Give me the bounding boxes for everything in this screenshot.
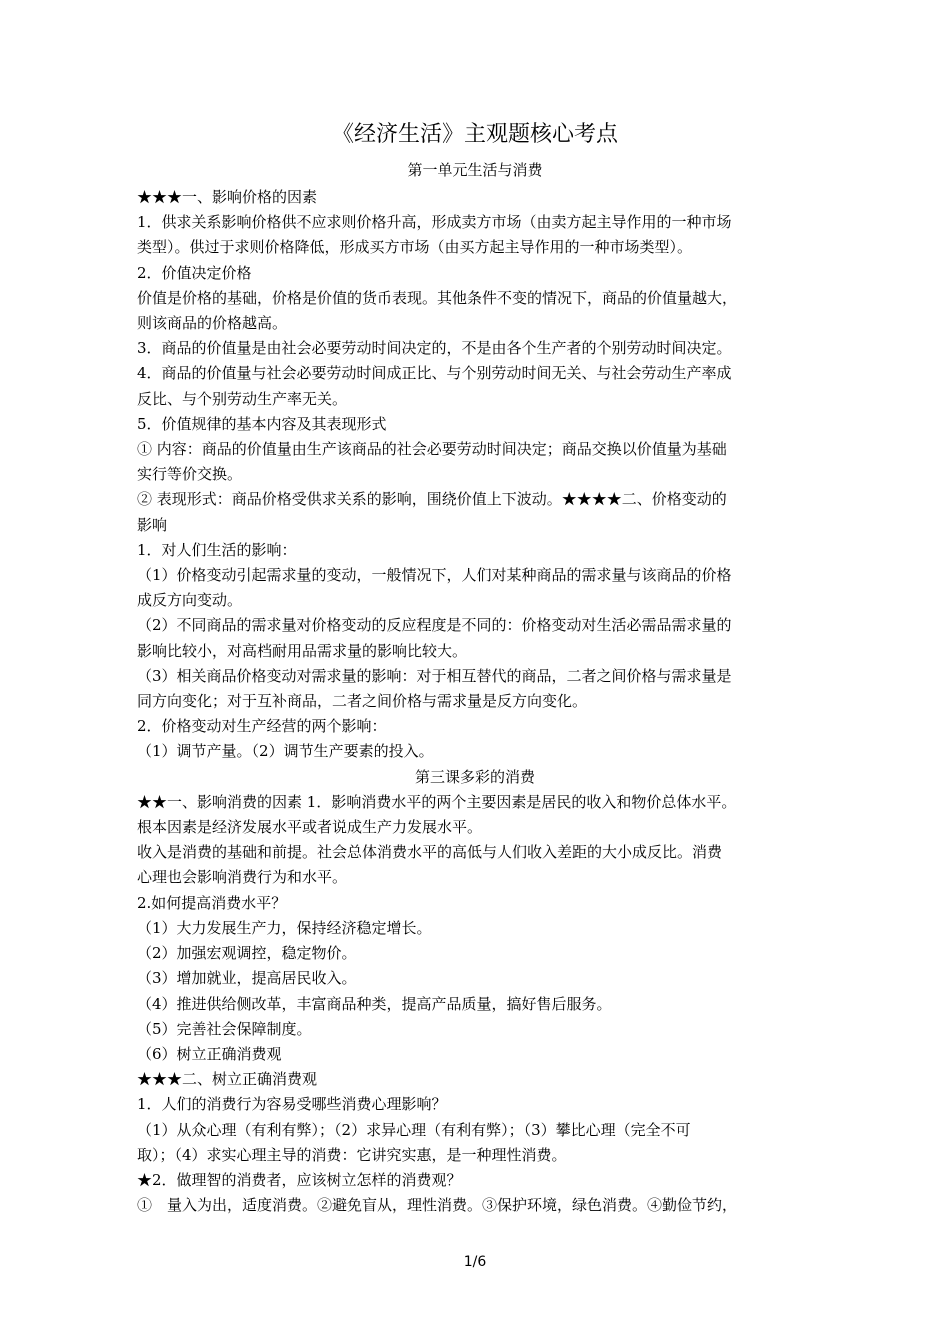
text-line: ★2．做理智的消费者，应该树立怎样的消费观？ (137, 1170, 462, 1189)
text-line: 1．对人们生活的影响： (137, 540, 297, 559)
text-line: 1．供求关系影响价格供不应求则价格升高，形成卖方市场（由卖方起主导作用的一种市场 (137, 213, 732, 232)
text-line: 反比、与个别劳动生产率无关。 (137, 389, 348, 408)
text-line: ★★一、影响消费的因素 1．影响消费水平的两个主要因素是居民的收入和物价总体水平。 (137, 792, 737, 811)
text-line: （4）推进供给侧改革，丰富商品种类，提高产品质量，搞好售后服务。 (137, 994, 612, 1013)
text-line: ★★★二、树立正确消费观 (137, 1070, 318, 1089)
text-line: ★★★一、影响价格的因素 (137, 188, 318, 206)
text-line: 取）；（4）求实心理主导的消费：它讲究实惠，是一种理性消费。 (137, 1145, 567, 1164)
text-line: 心理也会影响消费行为和水平。 (137, 868, 348, 887)
text-line: （1）价格变动引起需求量的变动，一般情况下，人们对某种商品的需求量与该商品的价格 (137, 566, 732, 585)
text-line: 根本因素是经济发展水平或者说成生产力发展水平。 (137, 818, 483, 837)
text-line: （6）树立正确消费观 (137, 1044, 282, 1063)
text-line: 影响 (137, 515, 168, 534)
text-line: ② 表现形式：商品价格受供求关系的影响，围绕价值上下波动。★★★★二、价格变动的 (137, 490, 727, 509)
text-line: （3）增加就业，提高居民收入。 (137, 969, 357, 988)
text-line: ① 内容：商品的价值量由生产该商品的社会必要劳动时间决定；商品交换以价值量为基础 (137, 440, 727, 459)
text-line: 影响比较小，对高档耐用品需求量的影响比较大。 (137, 641, 468, 660)
text-line: 2.如何提高消费水平？ (137, 893, 287, 912)
document-content (137, 118, 813, 1218)
text-line: 收入是消费的基础和前提。社会总体消费水平的高低与人们收入差距的大小成反比。消费 (137, 843, 723, 862)
text-line: 实行等价交换。 (137, 465, 243, 484)
text-line: （5）完善社会保障制度。 (137, 1019, 312, 1038)
text-line: 成反方向变动。 (137, 591, 243, 610)
text-line: （1）大力发展生产力，保持经济稳定增长。 (137, 918, 432, 937)
text-line: 类型）。供过于求则价格降低，形成买方市场（由买方起主导作用的一种市场类型）。 (137, 238, 693, 257)
unit-title: 第一单元生活与消费 (407, 161, 543, 179)
text-line: 5．价值规律的基本内容及其表现形式 (137, 414, 387, 433)
text-line: （3）相关商品价格变动对需求量的影响：对于相互替代的商品，二者之间价格与需求量是 (137, 666, 732, 685)
text-line: （1）从众心理（有利有弊）；（2）求异心理（有利有弊）；（3）攀比心理（完全不可 (137, 1120, 691, 1139)
text-line: 2．价值决定价格 (137, 263, 252, 282)
text-line: 则该商品的价格越高。 (137, 314, 288, 333)
text-line: 同方向变化；对于互补商品，二者之间价格与需求量是反方向变化。 (137, 692, 588, 711)
lesson-title: 第三课多彩的消费 (414, 767, 535, 786)
text-line: 价值是价格的基础，价格是价值的货币表现。其他条件不变的情况下，商品的价值量越大， (137, 288, 738, 307)
text-line: （2）不同商品的需求量对价格变动的反应程度是不同的：价格变动对生活必需品需求量的 (137, 616, 732, 635)
text-line: （1）调节产量。（2）调节生产要素的投入。 (137, 742, 434, 761)
text-line: 1．人们的消费行为容易受哪些消费心理影响？ (137, 1095, 447, 1114)
text-line: 2．价格变动对生产经营的两个影响： (137, 717, 387, 736)
text-line: 4．商品的价值量与社会必要劳动时间成正比、与个别劳动时间无关、与社会劳动生产率成 (137, 364, 732, 383)
document-title: 《经济生活》主观题核心考点 (331, 122, 618, 147)
text-line: （2）加强宏观调控，稳定物价。 (137, 944, 357, 963)
text-line: 3．商品的价值量是由社会必要劳动时间决定的，不是由各个生产者的个别劳动时间决定。 (137, 339, 732, 358)
page-number: 1/6 (463, 1254, 487, 1270)
text-line: ① 量入为出，适度消费。②避免盲从，理性消费。③保护环境，绿色消费。④勤俭节约， (137, 1196, 738, 1215)
